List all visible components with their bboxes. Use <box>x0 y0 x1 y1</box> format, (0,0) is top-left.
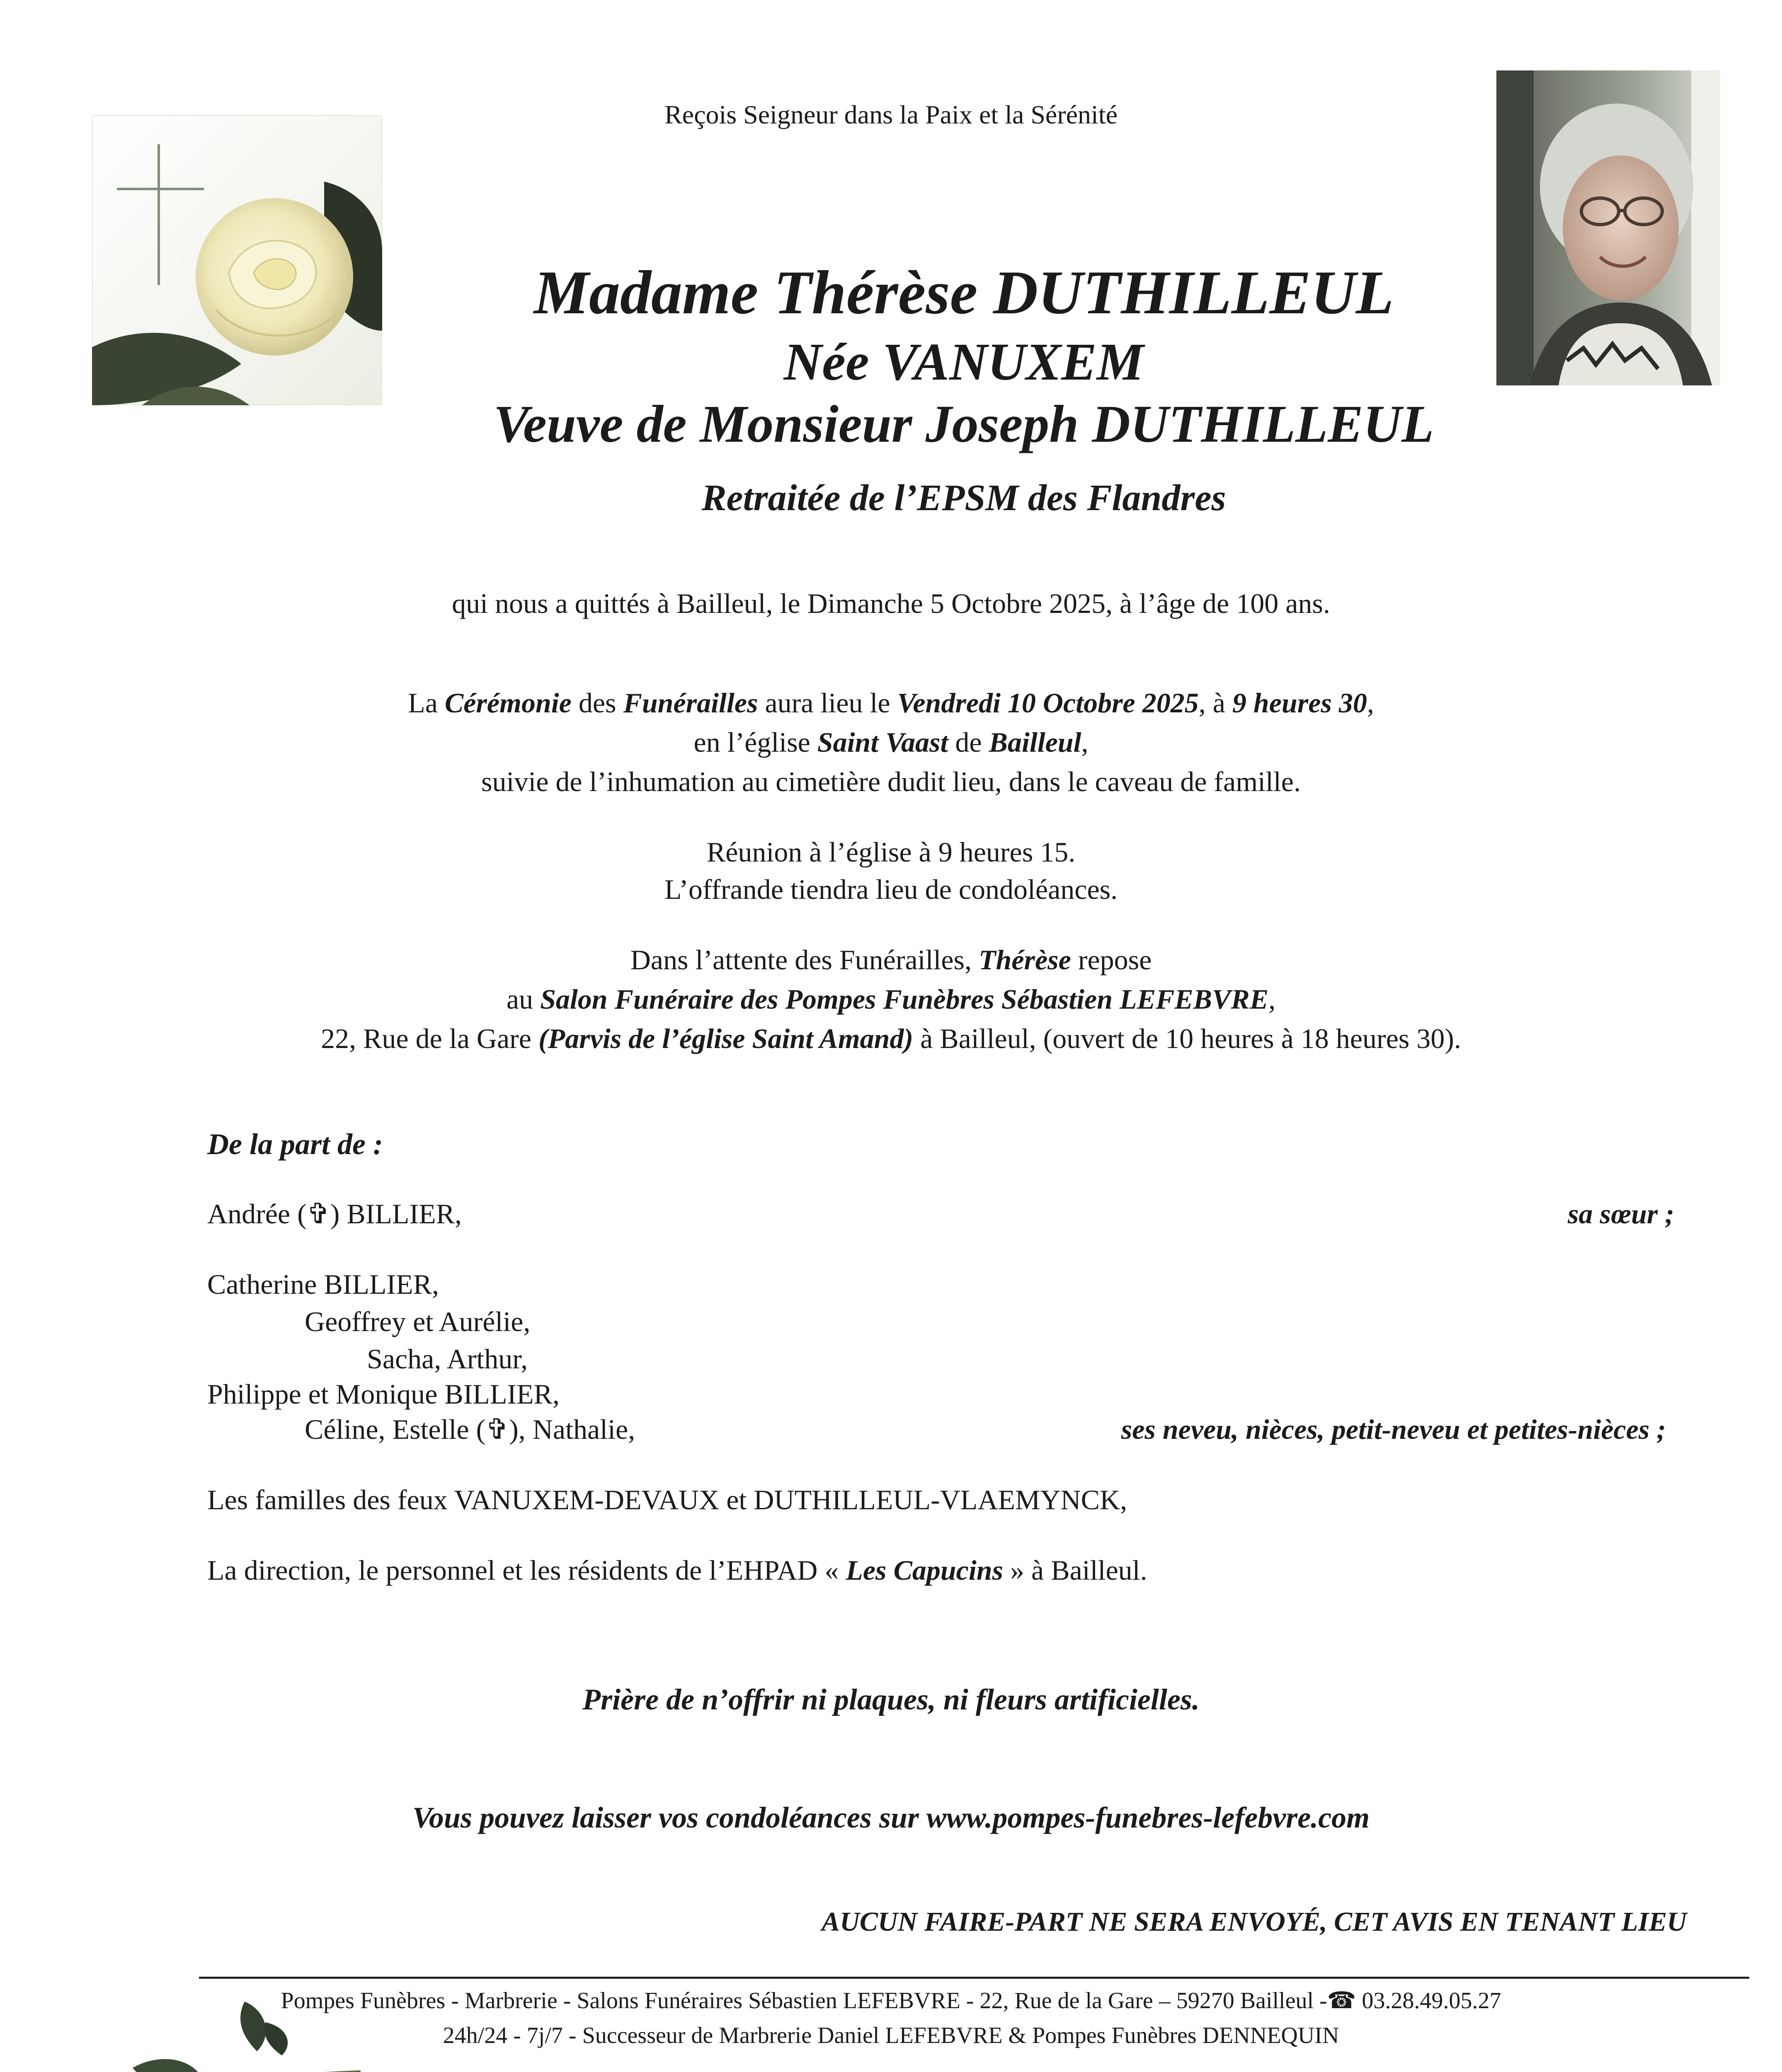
family-heading: De la part de : <box>207 1128 383 1161</box>
death-notice: qui nous a quittés à Bailleul, le Dimanche 5 Octobre 2025, à l’âge de 100 ans. <box>452 588 1330 619</box>
salon-location: (Parvis de l’église Saint Amand) <box>538 1023 914 1054</box>
repose-line-1 <box>0 941 1782 979</box>
church-name: Saint Vaast <box>817 726 948 758</box>
repose-text: , <box>1268 983 1276 1015</box>
relation-nephews: ses neveu, nièces, petit-neveu et petites-nièces ; <box>1121 1414 1666 1445</box>
town-name: Bailleul <box>989 726 1081 758</box>
rose-cross-icon <box>92 115 382 405</box>
condolences-note: Vous pouvez laisser vos condoléances sur www.pompes-funebres-lefebvre.com <box>412 1801 1370 1834</box>
repose-text: à Bailleul, (ouvert de 10 heures à 18 heures 30). <box>913 1023 1461 1054</box>
ceremony-line-3: suivie de l’inhumation au cimetière dudit lieu, dans le caveau de famille. <box>481 766 1301 797</box>
family-member: Céline, Estelle (✞), Nathalie, <box>305 1414 635 1445</box>
maiden-name: Née VANUXEM <box>783 332 1144 391</box>
footer-line-1: Pompes Funèbres - Marbrerie - Salons Funéraires Sébastien LEFEBVRE - 22, Rue de la Gare – 59270 Bailleul -☎ 03.28.49.05.27 <box>281 1988 1501 2014</box>
family-member: Philippe et Monique BILLIER, <box>207 1378 560 1410</box>
family-member: Andrée (✞) BILLIER, <box>207 1198 462 1230</box>
ceremony-text: , <box>1081 726 1089 758</box>
cross-rose-image <box>92 115 382 405</box>
no-card-note: AUCUN FAIRE-PART NE SERA ENVOYÉ, CET AVIS EN TENANT LIEU <box>822 1907 1687 1937</box>
ehpad-text: » à Bailleul. <box>1003 1554 1147 1586</box>
footer-divider <box>199 1977 1749 1979</box>
ceremony-line-1 <box>0 684 1782 722</box>
funerals-word: Funérailles <box>623 687 758 719</box>
relation-sister: sa sœur ; <box>1568 1198 1674 1230</box>
repose-text: au <box>506 983 541 1015</box>
first-name: Thérèse <box>979 944 1071 975</box>
occupation-line: Retraitée de l’EPSM des Flandres <box>701 477 1226 518</box>
family-member: Catherine BILLIER, <box>207 1268 439 1300</box>
widow-line: Veuve de Monsieur Joseph DUTHILLEUL <box>493 395 1434 453</box>
family-member: Sacha, Arthur, <box>367 1343 528 1375</box>
reunion-line-2: L’offrande tiendra lieu de condoléances. <box>664 874 1118 905</box>
motto-text: Reçois Seigneur dans la Paix et la Sérénité <box>664 100 1118 129</box>
ceremony-date: Vendredi 10 Octobre 2025 <box>897 687 1199 719</box>
ehpad-text: La direction, le personnel et les résidents de l’EHPAD « <box>207 1554 846 1586</box>
repose-text: Dans l’attente des Funérailles, <box>630 944 979 975</box>
family-member: Geoffrey et Aurélie, <box>305 1306 531 1337</box>
ceremony-text: La <box>408 687 445 719</box>
ceremony-time: 9 heures 30 <box>1232 687 1367 719</box>
repose-line-2 <box>0 980 1782 1018</box>
ceremony-text: des <box>571 687 623 719</box>
ceremony-text: , à <box>1198 687 1232 719</box>
family-member: Les familles des feux VANUXEM-DEVAUX et DUTHILLEUL-VLAEMYNCK, <box>207 1484 1127 1515</box>
ceremony-text: , <box>1367 687 1374 719</box>
footer-line-2: 24h/24 - 7j/7 - Successeur de Marbrerie Daniel LEFEBVRE & Pompes Funèbres DENNEQUIN <box>443 2023 1339 2048</box>
repose-text: 22, Rue de la Gare <box>321 1023 538 1054</box>
ceremony-line-2 <box>0 723 1782 761</box>
ehpad-name: Les Capucins <box>846 1554 1004 1586</box>
repose-line-3 <box>0 1019 1782 1058</box>
ceremony-text: de <box>948 726 989 758</box>
repose-text: repose <box>1071 944 1152 975</box>
flowers-note: Prière de n’offrir ni plaques, ni fleurs artificielles. <box>582 1683 1200 1716</box>
deceased-name: Madame Thérèse DUTHILLEUL <box>533 258 1394 327</box>
ceremony-word: Cérémonie <box>444 687 572 719</box>
funeral-salon: Salon Funéraire des Pompes Funèbres Sébastien LEFEBVRE <box>540 983 1269 1015</box>
reunion-line-1: Réunion à l’église à 9 heures 15. <box>706 836 1076 868</box>
ceremony-text: aura lieu le <box>758 687 897 719</box>
family-member <box>207 1554 1147 1587</box>
ceremony-text: en l’église <box>693 726 817 758</box>
